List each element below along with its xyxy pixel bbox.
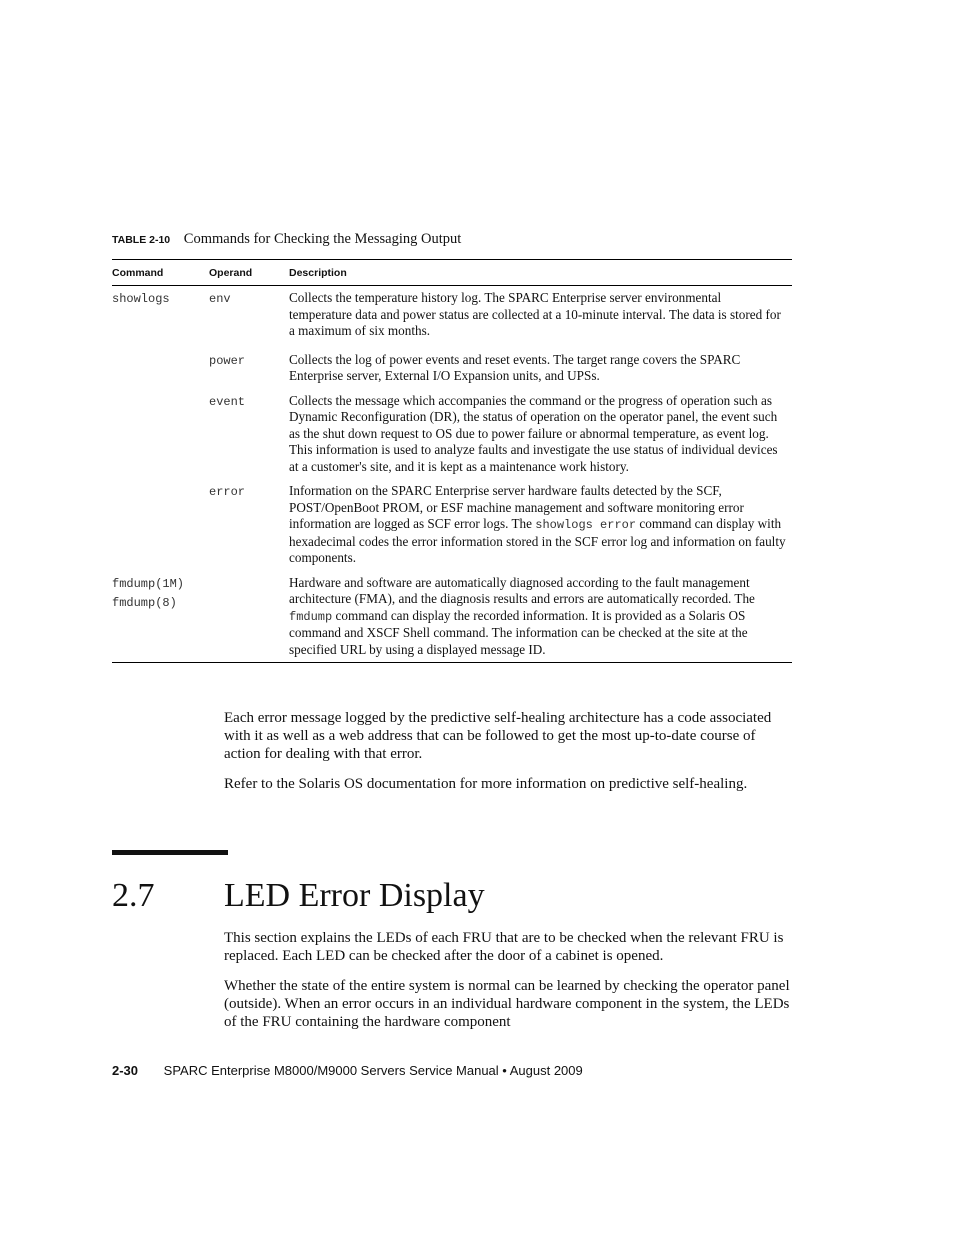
- description-text: Collects the log of power events and reset events. The target range covers the SPARC Enterprise server, External I/O Expansion units, and UPSs.: [289, 351, 741, 383]
- page-number: 2-30: [112, 1063, 139, 1078]
- command-cell: [112, 393, 209, 484]
- command-name: fmdump(1M): [112, 576, 185, 591]
- table-row: [112, 393, 792, 484]
- page-footer: [112, 1063, 583, 1078]
- operand-cell: event: [209, 394, 246, 409]
- table-body: [112, 286, 792, 663]
- inline-command: fmdump: [289, 609, 333, 624]
- table-row: [112, 286, 792, 352]
- operand-cell: [209, 575, 289, 663]
- table-header-row: [112, 260, 792, 286]
- table-row: [112, 352, 792, 393]
- table-row: [112, 575, 792, 663]
- table-caption: [112, 231, 461, 248]
- description-text: Collects the message which accompanies the command or the progress of operation such as Dynamic Reconfiguration (DR), the status of operation on the operator panel, the event such as the shut down request to OS due to power failure or abnormal temperature, as event log. This information is used to analyze faults and investigate the use status of individual devices at a customer's site, and it is kept as a maintenance work history.: [289, 392, 778, 474]
- header-description: Description: [289, 266, 347, 279]
- paragraph-solaris-docs: Refer to the Solaris OS documentation for more information on predictive self-healing.: [224, 776, 748, 792]
- description-text: command can display the recorded information. It is provided as a Solaris OS command and XSCF Shell command. The information can be checked at the site at the specified URL by using a displayed message ID.: [289, 607, 748, 657]
- table-row: [112, 483, 792, 575]
- command-name: fmdump(8): [112, 595, 177, 610]
- command-cell: [112, 483, 209, 575]
- header-operand: Operand: [209, 266, 253, 279]
- description-text: Hardware and software are automatically diagnosed according to the fault management architecture (FMA), and the diagnosis results and errors are automatically recorded. The: [289, 574, 755, 606]
- paragraph-led-intro: This section explains the LEDs of each FRU that are to be checked when the relevant FRU is replaced. Each LED can be checked after the door of a cabinet is opened.: [224, 930, 784, 964]
- commands-table: [112, 259, 792, 663]
- description-cell: [289, 352, 792, 393]
- inline-command: showlogs error: [535, 518, 637, 532]
- description-text: Information on the SPARC Enterprise server hardware faults detected by the SCF, POST/OpenBoot PROM, or ESF machine management and software monitoring error information are logged as SCF error logs. The: [289, 483, 744, 531]
- description-text: Collects the temperature history log. The SPARC Enterprise server environmental temperature data and power status are collected at a 10-minute interval. The data is stored for a maximum of six months.: [289, 290, 781, 338]
- table-title: Commands for Checking the Messaging Output: [183, 231, 462, 247]
- operand-cell: power: [209, 353, 246, 368]
- paragraph-error-codes: Each error message logged by the predictive self-healing architecture has a code associated with it as well as a web address that can be followed to get the most up-to-date course of action for dealing with that error.: [224, 710, 772, 762]
- description-cell: [289, 286, 792, 352]
- footer-text: SPARC Enterprise M8000/M9000 Servers Service Manual • August 2009: [163, 1063, 583, 1078]
- description-text: command can display with hexadecimal codes the error information stored in the SCF error log and information on faulty components.: [289, 516, 786, 565]
- section-number: 2.7: [112, 877, 155, 914]
- operand-cell: error: [209, 485, 246, 499]
- operand-cell: env: [209, 292, 231, 306]
- command-cell: [112, 575, 209, 663]
- header-command: Command: [112, 266, 164, 279]
- command-name: showlogs: [112, 292, 170, 306]
- command-cell: [112, 286, 209, 352]
- table-label: TABLE 2-10: [112, 234, 171, 246]
- paragraph-led-state: Whether the state of the entire system is normal can be learned by checking the operator panel (outside). When an error occurs in an individual hardware component in the system, the LEDs of the FRU containing the hardware component: [224, 978, 790, 1030]
- description-cell: [289, 575, 792, 663]
- section-title: LED Error Display: [224, 877, 485, 914]
- command-cell: [112, 352, 209, 393]
- description-cell: [289, 483, 792, 575]
- section-rule: [112, 850, 228, 855]
- description-cell: [289, 393, 792, 484]
